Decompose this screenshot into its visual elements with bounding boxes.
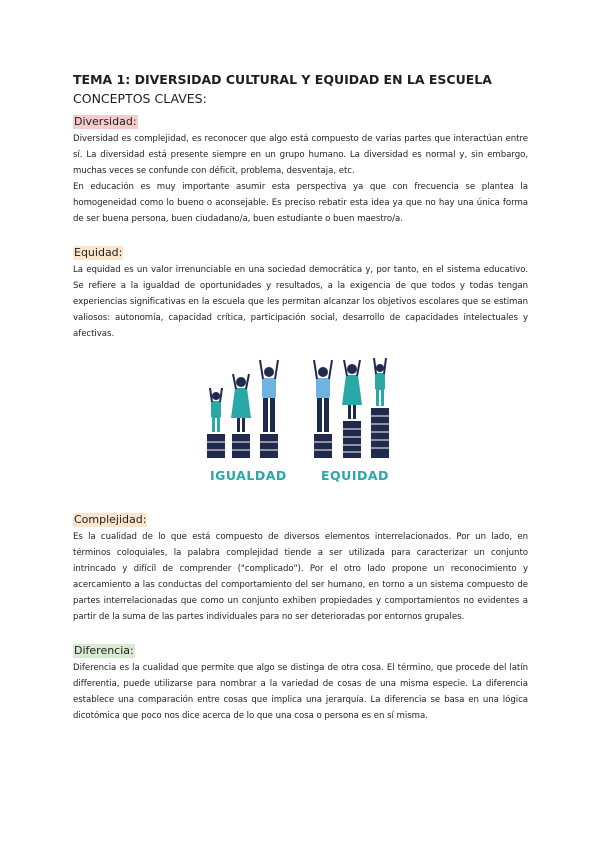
child-medium-igualdad [231,374,251,432]
heading-diferencia: Diferencia: [74,644,134,657]
section-equidad [73,241,528,342]
label-equidad: EQUIDAD [321,468,389,483]
paragraph-diversidad-2: En educación es muy importante asumir esta perspectiva ya que con frecuencia se plantea la homogeneidad como lo bueno o aconsejable. Es preciso rebatir esta idea ya que no hay una única forma de ser buena persona, buen ciudadano/a, buen estudiante o buen maestro/a. [73,182,528,224]
title-rest: DIVERSIDAD CULTURAL Y EQUIDAD EN LA ESCUELA [130,72,492,87]
document-content [73,72,528,738]
adult-tall-equidad [314,360,332,432]
illustration-graphic [204,352,394,464]
page-subtitle: CONCEPTOS CLAVES: [73,91,207,106]
equality-equity-illustration [73,352,528,492]
paragraph-complejidad-1: Es la cualidad de lo que está compuesto de diversos elementos interrelacionados. Por un lado, en términos coloquiales, la palabra complejidad tiende a ser utilizada para caracterizar un conjunto intrincado y difícil de comprender ("complicado"). Por el otro lado propone un reconocimiento y acercamiento a las conductas del comportamiento del ser humano, en torno a un sistema compuesto de partes interrelacionadas que como un conjunto exhiben propiedades y comportamientos no evidentes a partir de la suma de las partes individuales para no ser deterioradas por entornos grupales. [73,532,528,622]
section-complejidad [73,508,528,625]
child-short-igualdad [210,388,222,432]
paragraph-equidad-1: La equidad es un valor irrenunciable en una sociedad democrática y, por tanto, en el sistema educativo. Se refiere a la igualdad de oportunidades y resultados, a la exigencia de que todos y todas tengan experiencias significativas en la escuela que les permitan alcanzar los objetivos escolares que se estiman valiosos: autonomía, capacidad crítica, participación social, desarrollo de capacidades intelectuales y afectivas. [73,265,528,339]
paragraph-diferencia-1: Diferencia es la cualidad que permite que algo se distinga de otra cosa. El término, que procede del latín differentia, puede utilizarse para nombrar a la variedad de cosas de una misma especie. La diferencia establece una comparación entre cosas que implica una jerarquía. La diferencia se basa en una lógica dicotómica que poco nos dice acerca de lo que una cosa o persona es en sí misma. [73,663,528,721]
page-title [73,72,528,88]
heading-complejidad: Complejidad: [74,513,147,526]
title-bold: TEMA 1: [73,72,131,87]
equidad-figures [314,358,389,458]
section-diferencia [73,639,528,724]
adult-tall-igualdad [260,360,278,432]
child-medium-equidad [342,360,362,419]
crates-igualdad [207,434,278,458]
section-diversidad [73,110,528,227]
igualdad-figures [207,360,278,458]
child-short-equidad [374,358,386,406]
paragraph-diversidad-1: Diversidad es complejidad, es reconocer que algo está compuesto de varias partes que interactúan entre sí. La diversidad está presente siempre en un grupo humano. La diversidad es normal y, sin embargo, muchas veces se confunde con déficit, problema, desventaja, etc. [73,134,528,176]
label-igualdad: IGUALDAD [210,468,287,483]
heading-equidad: Equidad: [74,246,123,259]
heading-diversidad: Diversidad: [74,115,137,128]
